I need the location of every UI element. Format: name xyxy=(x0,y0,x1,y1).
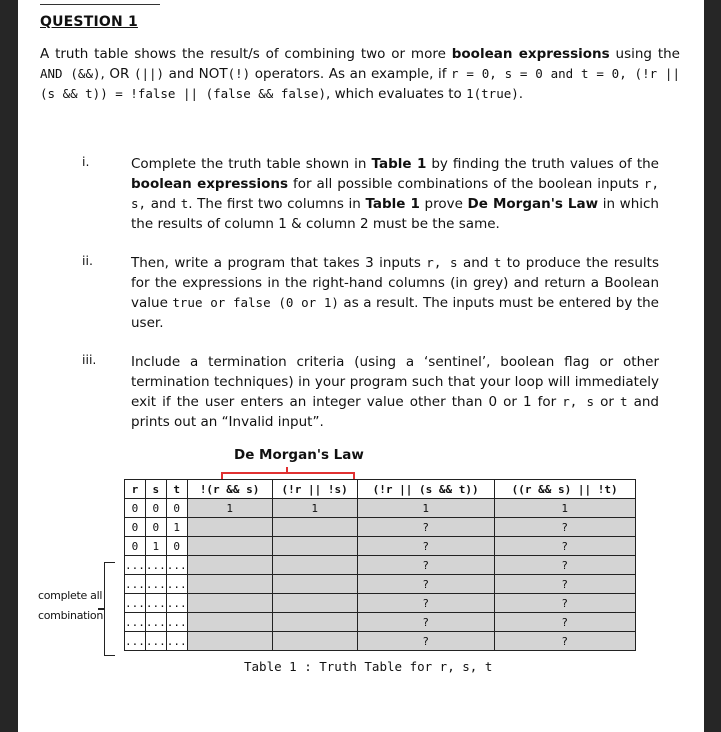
table-cell[interactable]: ? xyxy=(357,613,494,632)
table-cell: 0 xyxy=(125,499,146,518)
item-text: Complete the truth table shown in Table 1 by finding the truth values of the boolean expressions for all possible combinations of the boolean inputs r, s, and t. The first two columns in Table 1 prove De Morgan's Law in which the results of column 1 & column 2 must be the same. xyxy=(131,156,659,232)
table-cell[interactable]: ? xyxy=(494,537,635,556)
table-cell: 0 xyxy=(125,537,146,556)
header-expr3: (!r || (s && t)) xyxy=(357,480,494,499)
table-cell[interactable]: 1 xyxy=(357,499,494,518)
table-cell: ... xyxy=(166,556,187,575)
table-cell: ... xyxy=(125,575,146,594)
table-cell: ... xyxy=(145,556,166,575)
table-cell: 0 xyxy=(145,499,166,518)
side-annotation-bracket xyxy=(104,562,115,656)
header-t: t xyxy=(166,480,187,499)
table-cell: 0 xyxy=(166,499,187,518)
table-cell: ... xyxy=(145,594,166,613)
item-number: i. xyxy=(82,154,90,169)
header-r: r xyxy=(125,480,146,499)
table-cell[interactable]: ? xyxy=(494,613,635,632)
table-cell: 1 xyxy=(166,518,187,537)
table-cell: ... xyxy=(125,613,146,632)
table-cell: ... xyxy=(166,632,187,651)
table-cell: ... xyxy=(125,594,146,613)
table-row xyxy=(125,613,636,632)
table-cell[interactable] xyxy=(187,632,272,651)
table-cell[interactable]: 1 xyxy=(187,499,272,518)
header-expr1: !(r && s) xyxy=(187,480,272,499)
intro-paragraph: A truth table shows the result/s of combining two or more boolean expressions using the AND (&&), OR (||) and NOT(!) operators. As an example, if r = 0, s = 0 and t = 0, (!r || (s && t)) = !false || (false && false), which evaluates to 1(true). xyxy=(40,46,680,102)
table-cell[interactable] xyxy=(187,575,272,594)
table-cell[interactable] xyxy=(272,632,357,651)
table-cell: ... xyxy=(125,556,146,575)
table-cell[interactable] xyxy=(272,575,357,594)
table-cell: ... xyxy=(145,575,166,594)
item-number: iii. xyxy=(82,352,97,367)
table-cell[interactable]: ? xyxy=(494,632,635,651)
item-text: Include a termination criteria (using a ‘sentinel’, boolean flag or other termination techniques) in your program such that your loop will immediately exit if the user enters an integer value other than 0 or 1 for r, s or t and prints out an “Invalid input”. xyxy=(131,354,659,430)
table-cell[interactable]: 1 xyxy=(494,499,635,518)
header-expr4: ((r && s) || !t) xyxy=(494,480,635,499)
table-row xyxy=(125,632,636,651)
table-cell: 0 xyxy=(145,518,166,537)
table-cell: ... xyxy=(166,575,187,594)
item-text: Then, write a program that takes 3 inputs r, s and t to produce the results for the expressions in the right-hand columns (in grey) and return a Boolean value true or false (0 or 1) as a result. The inputs must be entered by the user. xyxy=(131,255,659,331)
table-cell[interactable]: ? xyxy=(494,518,635,537)
table-cell[interactable] xyxy=(187,594,272,613)
item-number: ii. xyxy=(82,253,93,268)
table-cell[interactable] xyxy=(272,594,357,613)
table-cell: 0 xyxy=(125,518,146,537)
table-cell[interactable] xyxy=(272,556,357,575)
side-annotation: complete all combination xyxy=(38,589,104,622)
table-header-row xyxy=(125,480,636,499)
table-cell[interactable]: ? xyxy=(494,575,635,594)
table-cell[interactable] xyxy=(272,613,357,632)
table-cell[interactable] xyxy=(187,537,272,556)
table-cell[interactable]: ? xyxy=(357,594,494,613)
table-cell: ... xyxy=(145,632,166,651)
table-cell[interactable] xyxy=(272,518,357,537)
table-cell: 0 xyxy=(166,537,187,556)
table-cell: ... xyxy=(166,594,187,613)
header-s: s xyxy=(145,480,166,499)
table-row xyxy=(125,518,636,537)
table-cell[interactable]: 1 xyxy=(272,499,357,518)
header-expr2: (!r || !s) xyxy=(272,480,357,499)
table-cell: 1 xyxy=(145,537,166,556)
table-cell[interactable] xyxy=(187,613,272,632)
table-cell: ... xyxy=(125,632,146,651)
table-cell[interactable]: ? xyxy=(357,518,494,537)
table-row xyxy=(125,556,636,575)
table-row xyxy=(125,594,636,613)
question-title: QUESTION 1 xyxy=(40,14,138,30)
table-cell[interactable]: ? xyxy=(357,575,494,594)
table-cell[interactable]: ? xyxy=(357,632,494,651)
table-cell[interactable]: ? xyxy=(494,556,635,575)
table-cell[interactable]: ? xyxy=(494,594,635,613)
de-morgans-law-title: De Morgan's Law xyxy=(234,447,364,463)
table-cell[interactable] xyxy=(187,518,272,537)
truth-table xyxy=(124,479,636,651)
table-cell[interactable]: ? xyxy=(357,556,494,575)
table-row xyxy=(125,575,636,594)
table-row xyxy=(125,499,636,518)
table-caption: Table 1 : Truth Table for r, s, t xyxy=(244,659,493,674)
document-page xyxy=(18,0,704,732)
table-cell[interactable] xyxy=(272,537,357,556)
table-cell[interactable] xyxy=(187,556,272,575)
table-row xyxy=(125,537,636,556)
top-cutoff-line xyxy=(40,0,160,5)
table-cell: ... xyxy=(145,613,166,632)
table-cell: ... xyxy=(166,613,187,632)
table-cell[interactable]: ? xyxy=(357,537,494,556)
